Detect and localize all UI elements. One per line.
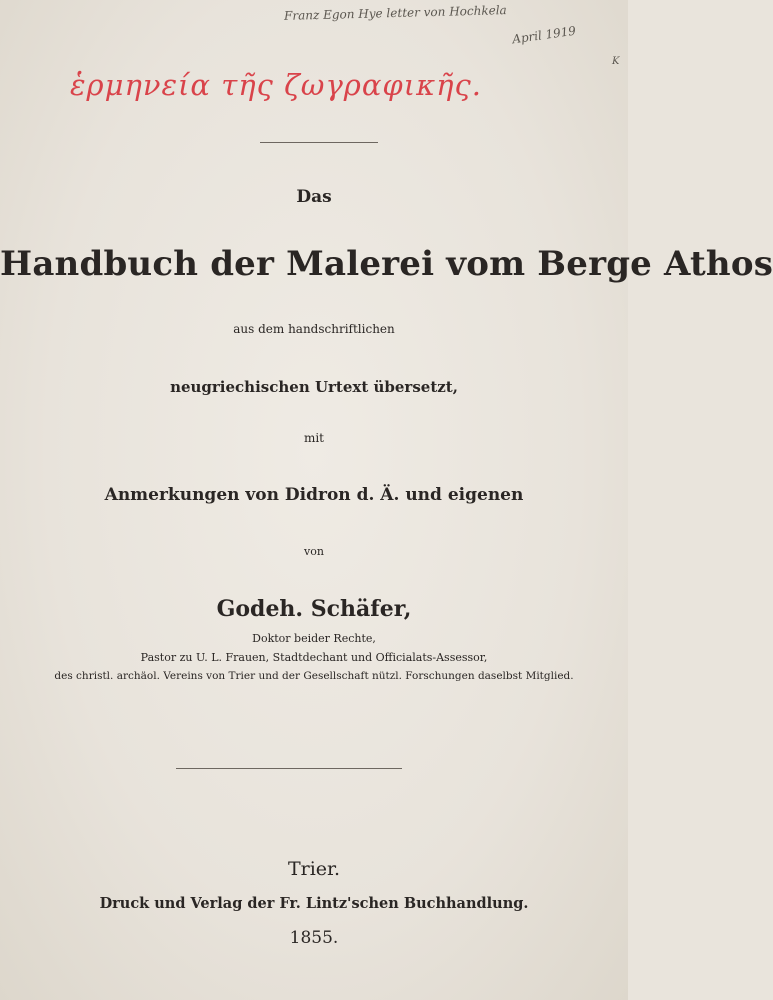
imprint-year: 1855. [289,928,339,948]
handwritten-inscription: Franz Egon Hye letter von Hochkela [283,3,507,23]
subtitle-line-1: aus dem handschriftlichen [233,322,395,336]
greek-title: ἑρμηνεία τῆς ζωγραφικῆς. [70,68,482,102]
imprint-publisher: Druck und Verlag der Fr. Lintz'schen Buchhandlung. [99,895,529,912]
subtitle-mit: mit [303,431,325,445]
imprint-place: Trier. [287,858,341,880]
author-societies: des christl. archäol. Vereins von Trier und der Gesellschaft nützl. Forschungen daselbst Mitglied. [54,670,574,682]
author-name: Godeh. Schäfer, [216,596,412,622]
divider-bottom [176,768,402,769]
subtitle-line-2: neugriechischen Urtext übersetzt, [170,378,458,396]
author-position: Pastor zu U. L. Frauen, Stadtdechant und Officialats-Assessor, [140,651,488,664]
subtitle-von: von [304,545,324,558]
divider-top [260,142,378,143]
title-article: Das [296,187,332,207]
main-title: Handbuch der Malerei vom Berge Athos [0,244,773,284]
handwritten-date: April 1919 [511,23,577,47]
handwritten-mark: K [612,56,620,67]
subtitle-annotations: Anmerkungen von Didron d. Ä. und eigenen [104,485,524,505]
author-degree: Doktor beider Rechte, [252,632,376,645]
